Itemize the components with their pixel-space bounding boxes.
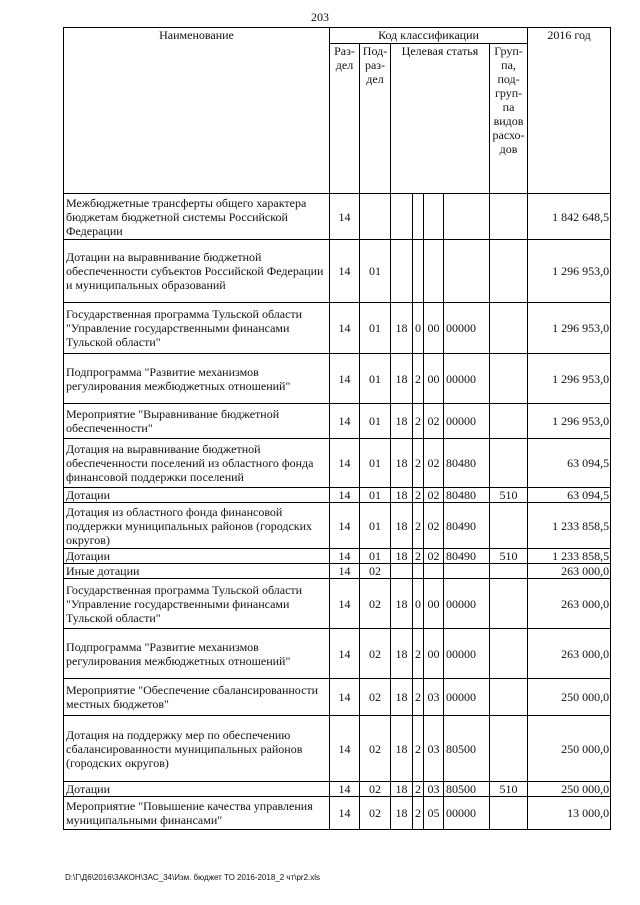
- cell-name: Дотации на выравнивание бюджетной обеспеченности субъектов Российской Федерации и муниципальных образований: [64, 240, 330, 303]
- cell-name: Межбюджетные трансферты общего характера бюджетам бюджетной системы Российской Федерации: [64, 194, 330, 240]
- cell-c2: 2: [413, 549, 424, 564]
- cell-c3: 00: [424, 354, 444, 404]
- table-body: [64, 194, 611, 830]
- table-row: [64, 679, 611, 716]
- cell-razd: 14: [330, 503, 360, 549]
- table-row: [64, 549, 611, 564]
- cell-razd: 14: [330, 488, 360, 503]
- table-row: [64, 503, 611, 549]
- cell-c3: 02: [424, 488, 444, 503]
- cell-c3: 02: [424, 503, 444, 549]
- cell-c3: [424, 240, 444, 303]
- cell-name: Дотация из областного фонда финансовой поддержки муниципальных районов (городских округов): [64, 503, 330, 549]
- table-row: [64, 564, 611, 579]
- cell-c2: 2: [413, 716, 424, 782]
- cell-c1: [391, 240, 413, 303]
- cell-amount: 1 233 858,5: [528, 549, 611, 564]
- cell-c3: 00: [424, 629, 444, 679]
- cell-c4: 00000: [444, 679, 490, 716]
- cell-razd: 14: [330, 354, 360, 404]
- cell-podr: 02: [360, 782, 391, 797]
- cell-c3: 00: [424, 579, 444, 629]
- cell-c4: [444, 194, 490, 240]
- file-path-footer: D:\Г\Д6\2016\ЗАКОН\ЗАС_34\Изм. бюджет ТО 2016-2018_2 чт\pr2.xls: [65, 873, 321, 882]
- cell-c1: 18: [391, 404, 413, 439]
- cell-c1: 18: [391, 488, 413, 503]
- cell-amount: 1 296 953,0: [528, 354, 611, 404]
- cell-c1: 18: [391, 579, 413, 629]
- cell-c3: 05: [424, 797, 444, 830]
- cell-vid: 510: [490, 549, 528, 564]
- cell-razd: 14: [330, 716, 360, 782]
- cell-razd: 14: [330, 303, 360, 354]
- cell-c1: 18: [391, 354, 413, 404]
- cell-vid: 510: [490, 488, 528, 503]
- cell-c1: 18: [391, 439, 413, 488]
- cell-c3: 00: [424, 303, 444, 354]
- cell-vid: [490, 404, 528, 439]
- cell-c4: 00000: [444, 629, 490, 679]
- cell-c4: 00000: [444, 404, 490, 439]
- cell-razd: 14: [330, 564, 360, 579]
- cell-vid: [490, 354, 528, 404]
- cell-amount: 1 233 858,5: [528, 503, 611, 549]
- cell-razd: 14: [330, 579, 360, 629]
- cell-vid: [490, 564, 528, 579]
- cell-vid: [490, 629, 528, 679]
- cell-vid: [490, 503, 528, 549]
- budget-table: [63, 27, 611, 830]
- cell-vid: [490, 679, 528, 716]
- cell-c4: 80490: [444, 549, 490, 564]
- cell-c2: 2: [413, 404, 424, 439]
- table-row: [64, 303, 611, 354]
- cell-c2: 2: [413, 503, 424, 549]
- cell-c1: 18: [391, 797, 413, 830]
- page-number: 203: [311, 10, 329, 24]
- cell-c1: 18: [391, 782, 413, 797]
- table-row: [64, 797, 611, 830]
- cell-c2: 2: [413, 629, 424, 679]
- cell-amount: 1 296 953,0: [528, 240, 611, 303]
- cell-c2: [413, 240, 424, 303]
- cell-c4: [444, 240, 490, 303]
- table-row: [64, 439, 611, 488]
- cell-name: Дотации: [64, 488, 330, 503]
- header-razdel: Раз- дел: [330, 44, 360, 194]
- cell-c3: [424, 194, 444, 240]
- cell-razd: 14: [330, 194, 360, 240]
- cell-razd: 14: [330, 797, 360, 830]
- cell-vid: [490, 439, 528, 488]
- table-row: [64, 488, 611, 503]
- cell-podr: 01: [360, 303, 391, 354]
- cell-amount: 63 094,5: [528, 439, 611, 488]
- cell-podr: 02: [360, 579, 391, 629]
- table-row: [64, 629, 611, 679]
- cell-razd: 14: [330, 439, 360, 488]
- cell-name: Дотации: [64, 782, 330, 797]
- cell-razd: 14: [330, 549, 360, 564]
- cell-c1: [391, 564, 413, 579]
- cell-c3: 03: [424, 782, 444, 797]
- cell-c3: [424, 564, 444, 579]
- cell-name: Мероприятие "Повышение качества управления муниципальными финансами": [64, 797, 330, 830]
- cell-amount: 250 000,0: [528, 679, 611, 716]
- cell-podr: 01: [360, 488, 391, 503]
- cell-c3: 02: [424, 404, 444, 439]
- cell-vid: [490, 716, 528, 782]
- cell-razd: 14: [330, 629, 360, 679]
- cell-c2: 2: [413, 797, 424, 830]
- cell-amount: 250 000,0: [528, 782, 611, 797]
- cell-name: Дотации: [64, 549, 330, 564]
- cell-c3: 02: [424, 439, 444, 488]
- cell-podr: 02: [360, 797, 391, 830]
- cell-podr: 02: [360, 629, 391, 679]
- cell-c4: 00000: [444, 354, 490, 404]
- cell-amount: 263 000,0: [528, 579, 611, 629]
- header-year: 2016 год: [528, 28, 611, 194]
- cell-amount: 263 000,0: [528, 564, 611, 579]
- cell-c4: 80480: [444, 488, 490, 503]
- cell-podr: 01: [360, 439, 391, 488]
- cell-c1: 18: [391, 303, 413, 354]
- table-row: [64, 716, 611, 782]
- cell-vid: [490, 797, 528, 830]
- table-row: [64, 354, 611, 404]
- cell-vid: [490, 240, 528, 303]
- cell-podr: 01: [360, 354, 391, 404]
- cell-razd: 14: [330, 240, 360, 303]
- header-name: Наименование: [64, 28, 330, 194]
- table-row: [64, 404, 611, 439]
- cell-c4: 80490: [444, 503, 490, 549]
- cell-amount: 1 296 953,0: [528, 404, 611, 439]
- cell-podr: 01: [360, 404, 391, 439]
- header-group: Груп- па, под- груп- па видов расхо- дов: [490, 44, 528, 194]
- cell-c4: 00000: [444, 303, 490, 354]
- cell-c2: 2: [413, 488, 424, 503]
- cell-podr: 01: [360, 240, 391, 303]
- cell-name: Дотация на выравнивание бюджетной обеспеченности поселений из областного фонда финансовой поддержки поселений: [64, 439, 330, 488]
- cell-name: Дотация на поддержку мер по обеспечению сбалансированности муниципальных районов (городских округов): [64, 716, 330, 782]
- cell-vid: 510: [490, 782, 528, 797]
- cell-c3: 03: [424, 679, 444, 716]
- cell-c4: [444, 564, 490, 579]
- cell-podr: 02: [360, 716, 391, 782]
- cell-razd: 14: [330, 679, 360, 716]
- cell-razd: 14: [330, 782, 360, 797]
- cell-podr: 01: [360, 503, 391, 549]
- cell-vid: [490, 579, 528, 629]
- cell-name: Государственная программа Тульской области "Управление государственными финансами Тульской области": [64, 579, 330, 629]
- cell-c2: [413, 194, 424, 240]
- cell-c3: 03: [424, 716, 444, 782]
- cell-name: Мероприятие "Выравнивание бюджетной обеспеченности": [64, 404, 330, 439]
- header-target: Целевая статья: [391, 44, 490, 194]
- cell-amount: 63 094,5: [528, 488, 611, 503]
- cell-name: Государственная программа Тульской области "Управление государственными финансами Тульской области": [64, 303, 330, 354]
- cell-c2: 0: [413, 579, 424, 629]
- table-row: [64, 194, 611, 240]
- cell-name: Подпрограмма "Развитие механизмов регулирования межбюджетных отношений": [64, 354, 330, 404]
- header-podrazdel: Под- раз- дел: [360, 44, 391, 194]
- cell-amount: 263 000,0: [528, 629, 611, 679]
- cell-podr: 02: [360, 679, 391, 716]
- cell-podr: 01: [360, 549, 391, 564]
- cell-c1: 18: [391, 549, 413, 564]
- cell-c4: 80500: [444, 782, 490, 797]
- table-row: [64, 579, 611, 629]
- cell-name: Иные дотации: [64, 564, 330, 579]
- cell-c1: [391, 194, 413, 240]
- cell-c4: 80480: [444, 439, 490, 488]
- cell-c4: 80500: [444, 716, 490, 782]
- cell-c2: [413, 564, 424, 579]
- cell-c2: 2: [413, 439, 424, 488]
- cell-c4: 00000: [444, 797, 490, 830]
- cell-c1: 18: [391, 629, 413, 679]
- cell-c1: 18: [391, 503, 413, 549]
- cell-c2: 2: [413, 679, 424, 716]
- cell-amount: 13 000,0: [528, 797, 611, 830]
- cell-c2: 2: [413, 782, 424, 797]
- cell-c4: 00000: [444, 579, 490, 629]
- header-classification: Код классификации: [330, 28, 528, 44]
- cell-c3: 02: [424, 549, 444, 564]
- cell-amount: 1 842 648,5: [528, 194, 611, 240]
- cell-amount: 1 296 953,0: [528, 303, 611, 354]
- cell-c2: 0: [413, 303, 424, 354]
- cell-name: Мероприятие "Обеспечение сбалансированности местных бюджетов": [64, 679, 330, 716]
- cell-c2: 2: [413, 354, 424, 404]
- cell-c1: 18: [391, 716, 413, 782]
- cell-razd: 14: [330, 404, 360, 439]
- cell-vid: [490, 194, 528, 240]
- cell-podr: 02: [360, 564, 391, 579]
- cell-amount: 250 000,0: [528, 716, 611, 782]
- table-row: [64, 240, 611, 303]
- cell-name: Подпрограмма "Развитие механизмов регулирования межбюджетных отношений": [64, 629, 330, 679]
- cell-podr: [360, 194, 391, 240]
- cell-c1: 18: [391, 679, 413, 716]
- table-row: [64, 782, 611, 797]
- cell-vid: [490, 303, 528, 354]
